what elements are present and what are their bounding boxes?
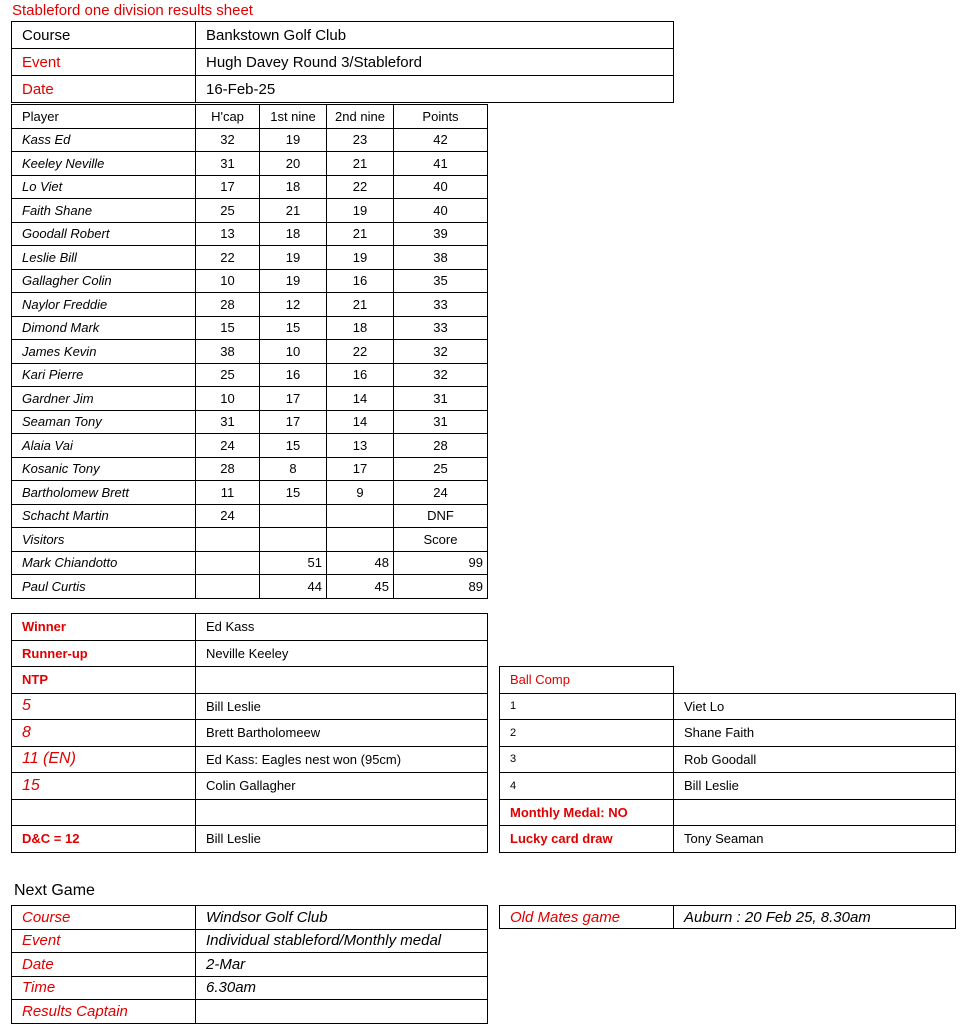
- result-row: [12, 434, 488, 458]
- visitor-first-nine: 44: [260, 575, 327, 599]
- ball-comp-place: 3: [500, 746, 674, 773]
- player-points: 24: [394, 481, 488, 505]
- player-hcap: 22: [196, 246, 260, 270]
- col-header-first-nine: 1st nine: [260, 105, 327, 129]
- player-name: Kari Pierre: [12, 363, 196, 387]
- result-row: [12, 410, 488, 434]
- result-row: [12, 340, 488, 364]
- player-name: Kosanic Tony: [12, 457, 196, 481]
- lucky-card-label: Lucky card draw: [500, 826, 674, 853]
- old-mates-label: Old Mates game: [500, 906, 674, 929]
- player-hcap: 13: [196, 222, 260, 246]
- player-hcap: 38: [196, 340, 260, 364]
- player-points: 40: [394, 175, 488, 199]
- awards-table: [11, 613, 488, 853]
- dc-label: D&C = 12: [12, 826, 196, 853]
- player-hcap: 32: [196, 128, 260, 152]
- player-second-nine: 17: [327, 457, 394, 481]
- result-row: [12, 128, 488, 152]
- empty-cell: [12, 799, 196, 826]
- player-points: 31: [394, 387, 488, 411]
- result-row: [12, 246, 488, 270]
- player-hcap: 25: [196, 363, 260, 387]
- player-second-nine: 22: [327, 340, 394, 364]
- col-header-points: Points: [394, 105, 488, 129]
- ball-comp-row: [500, 693, 956, 720]
- ntp-hole: 11 (EN): [12, 746, 196, 773]
- result-row: [12, 363, 488, 387]
- player-hcap: 10: [196, 269, 260, 293]
- player-hcap: 25: [196, 199, 260, 223]
- player-name: Bartholomew Brett: [12, 481, 196, 505]
- result-row: [12, 387, 488, 411]
- player-points: 32: [394, 363, 488, 387]
- ball-comp-name: Shane Faith: [674, 720, 956, 747]
- course-value: Bankstown Golf Club: [196, 22, 674, 49]
- visitor-score: 99: [394, 551, 488, 575]
- result-row: [12, 175, 488, 199]
- visitor-name: Paul Curtis: [12, 575, 196, 599]
- results-header-row: [12, 105, 488, 129]
- next-date-value: 2-Mar: [196, 953, 488, 977]
- visitors-label: Visitors: [12, 528, 196, 552]
- player-second-nine: 19: [327, 199, 394, 223]
- info-row-date: [12, 76, 674, 103]
- player-name: Dimond Mark: [12, 316, 196, 340]
- result-row: [12, 481, 488, 505]
- info-row-course: [12, 22, 674, 49]
- player-points: 40: [394, 199, 488, 223]
- visitors-header-row: [12, 528, 488, 552]
- next-captain-row: [12, 1000, 488, 1024]
- player-name: Alaia Vai: [12, 434, 196, 458]
- ball-comp-place: 2: [500, 720, 674, 747]
- player-second-nine: 21: [327, 152, 394, 176]
- player-first-nine: 12: [260, 293, 327, 317]
- next-time-label: Time: [12, 976, 196, 1000]
- ball-comp-row: [500, 720, 956, 747]
- player-points: 41: [394, 152, 488, 176]
- empty-cell: [196, 528, 260, 552]
- winner-row: [12, 614, 488, 641]
- winner-value: Ed Kass: [196, 614, 488, 641]
- player-points: DNF: [394, 504, 488, 528]
- runnerup-row: [12, 640, 488, 667]
- player-points: 28: [394, 434, 488, 458]
- player-hcap: 17: [196, 175, 260, 199]
- ntp-hole-row: [12, 720, 488, 747]
- player-hcap: 10: [196, 387, 260, 411]
- player-first-nine: 17: [260, 387, 327, 411]
- player-name: Faith Shane: [12, 199, 196, 223]
- next-captain-label: Results Captain: [12, 1000, 196, 1024]
- player-second-nine: 23: [327, 128, 394, 152]
- visitor-first-nine: 51: [260, 551, 327, 575]
- ball-comp-header-row: [500, 667, 956, 694]
- next-event-row: [12, 929, 488, 953]
- visitor-second-nine: 48: [327, 551, 394, 575]
- player-second-nine: 16: [327, 363, 394, 387]
- player-second-nine: 14: [327, 410, 394, 434]
- lucky-card-value: Tony Seaman: [674, 826, 956, 853]
- player-name: Seaman Tony: [12, 410, 196, 434]
- event-label: Event: [12, 49, 196, 76]
- empty-cell: [196, 799, 488, 826]
- empty-cell: [674, 799, 956, 826]
- ball-comp-row: [500, 746, 956, 773]
- player-first-nine: 15: [260, 481, 327, 505]
- empty-cell: [260, 528, 327, 552]
- ntp-winner: Colin Gallagher: [196, 773, 488, 800]
- player-second-nine: 18: [327, 316, 394, 340]
- player-first-nine: 16: [260, 363, 327, 387]
- spacer-row: [12, 799, 488, 826]
- empty-cell: [196, 667, 488, 694]
- next-course-value: Windsor Golf Club: [196, 906, 488, 930]
- next-course-row: [12, 906, 488, 930]
- player-name: Keeley Neville: [12, 152, 196, 176]
- player-hcap: 24: [196, 434, 260, 458]
- player-first-nine: 20: [260, 152, 327, 176]
- info-row-event: [12, 49, 674, 76]
- old-mates-table: [499, 905, 956, 929]
- score-label: Score: [394, 528, 488, 552]
- ntp-hole: 5: [12, 693, 196, 720]
- result-row: [12, 293, 488, 317]
- player-points: 32: [394, 340, 488, 364]
- old-mates-row: [500, 906, 956, 929]
- ntp-hole-row: [12, 746, 488, 773]
- monthly-medal-row: [500, 799, 956, 826]
- player-name: Lo Viet: [12, 175, 196, 199]
- player-points: 39: [394, 222, 488, 246]
- next-date-label: Date: [12, 953, 196, 977]
- date-value: 16-Feb-25: [196, 76, 674, 103]
- next-event-label: Event: [12, 929, 196, 953]
- col-header-player: Player: [12, 105, 196, 129]
- player-hcap: 28: [196, 457, 260, 481]
- ntp-row: [12, 667, 488, 694]
- winner-label: Winner: [12, 614, 196, 641]
- ball-comp-name: Bill Leslie: [674, 773, 956, 800]
- player-hcap: 28: [196, 293, 260, 317]
- player-points: 25: [394, 457, 488, 481]
- next-course-label: Course: [12, 906, 196, 930]
- ball-comp-label: Ball Comp: [500, 667, 674, 694]
- player-points: 38: [394, 246, 488, 270]
- player-first-nine: 8: [260, 457, 327, 481]
- player-hcap: 11: [196, 481, 260, 505]
- result-row: [12, 457, 488, 481]
- player-name: Gardner Jim: [12, 387, 196, 411]
- player-second-nine: 21: [327, 222, 394, 246]
- player-first-nine: 17: [260, 410, 327, 434]
- player-hcap: 31: [196, 410, 260, 434]
- player-name: Leslie Bill: [12, 246, 196, 270]
- result-row: [12, 316, 488, 340]
- next-event-value: Individual stableford/Monthly medal: [196, 929, 488, 953]
- player-first-nine: [260, 504, 327, 528]
- ntp-winner: Ed Kass: Eagles nest won (95cm): [196, 746, 488, 773]
- empty-cell: [327, 528, 394, 552]
- player-name: Gallagher Colin: [12, 269, 196, 293]
- player-hcap: 31: [196, 152, 260, 176]
- player-first-nine: 15: [260, 434, 327, 458]
- ball-comp-place: 4: [500, 773, 674, 800]
- visitor-second-nine: 45: [327, 575, 394, 599]
- player-first-nine: 15: [260, 316, 327, 340]
- visitors-body: [12, 551, 488, 598]
- player-second-nine: [327, 504, 394, 528]
- visitor-row: [12, 551, 488, 575]
- col-header-second-nine: 2nd nine: [327, 105, 394, 129]
- result-row: [12, 269, 488, 293]
- player-name: Goodall Robert: [12, 222, 196, 246]
- next-game-table: [11, 905, 488, 1024]
- next-captain-value: [196, 1000, 488, 1024]
- empty-cell: [674, 667, 956, 694]
- next-time-value: 6.30am: [196, 976, 488, 1000]
- result-row: [12, 199, 488, 223]
- result-row: [12, 504, 488, 528]
- player-name: Naylor Freddie: [12, 293, 196, 317]
- player-second-nine: 16: [327, 269, 394, 293]
- ntp-hole: 15: [12, 773, 196, 800]
- result-row: [12, 222, 488, 246]
- next-date-row: [12, 953, 488, 977]
- player-points: 33: [394, 293, 488, 317]
- player-first-nine: 10: [260, 340, 327, 364]
- dc-row: [12, 826, 488, 853]
- results-body: [12, 128, 488, 528]
- result-row: [12, 152, 488, 176]
- runnerup-value: Neville Keeley: [196, 640, 488, 667]
- player-points: 35: [394, 269, 488, 293]
- player-first-nine: 21: [260, 199, 327, 223]
- empty-cell: [196, 551, 260, 575]
- ball-comp-name: Rob Goodall: [674, 746, 956, 773]
- player-name: James Kevin: [12, 340, 196, 364]
- player-second-nine: 22: [327, 175, 394, 199]
- visitor-score: 89: [394, 575, 488, 599]
- player-second-nine: 14: [327, 387, 394, 411]
- event-value: Hugh Davey Round 3/Stableford: [196, 49, 674, 76]
- player-second-nine: 9: [327, 481, 394, 505]
- ntp-hole-row: [12, 773, 488, 800]
- ball-comp-name: Viet Lo: [674, 693, 956, 720]
- lucky-card-row: [500, 826, 956, 853]
- ball-comp-place: 1: [500, 693, 674, 720]
- ball-comp-table: [499, 666, 956, 853]
- player-hcap: 15: [196, 316, 260, 340]
- player-first-nine: 18: [260, 175, 327, 199]
- event-info-table: [11, 21, 674, 103]
- visitor-name: Mark Chiandotto: [12, 551, 196, 575]
- player-name: Schacht Martin: [12, 504, 196, 528]
- ball-comp-row: [500, 773, 956, 800]
- results-table: [11, 104, 488, 599]
- old-mates-value: Auburn : 20 Feb 25, 8.30am: [674, 906, 956, 929]
- player-first-nine: 19: [260, 246, 327, 270]
- player-second-nine: 13: [327, 434, 394, 458]
- monthly-medal-label: Monthly Medal: NO: [500, 799, 674, 826]
- ntp-winner: Brett Bartholomeew: [196, 720, 488, 747]
- player-first-nine: 19: [260, 269, 327, 293]
- player-second-nine: 21: [327, 293, 394, 317]
- course-label: Course: [12, 22, 196, 49]
- visitor-row: [12, 575, 488, 599]
- ntp-winner: Bill Leslie: [196, 693, 488, 720]
- dc-value: Bill Leslie: [196, 826, 488, 853]
- ntp-label: NTP: [12, 667, 196, 694]
- player-first-nine: 19: [260, 128, 327, 152]
- date-label: Date: [12, 76, 196, 103]
- ntp-hole-row: [12, 693, 488, 720]
- col-header-hcap: H'cap: [196, 105, 260, 129]
- sheet-title: Stableford one division results sheet: [12, 2, 253, 19]
- runnerup-label: Runner-up: [12, 640, 196, 667]
- player-points: 33: [394, 316, 488, 340]
- next-time-row: [12, 976, 488, 1000]
- empty-cell: [196, 575, 260, 599]
- player-hcap: 24: [196, 504, 260, 528]
- player-points: 31: [394, 410, 488, 434]
- ntp-hole: 8: [12, 720, 196, 747]
- player-name: Kass Ed: [12, 128, 196, 152]
- player-first-nine: 18: [260, 222, 327, 246]
- player-second-nine: 19: [327, 246, 394, 270]
- player-points: 42: [394, 128, 488, 152]
- next-game-title: Next Game: [14, 882, 95, 899]
